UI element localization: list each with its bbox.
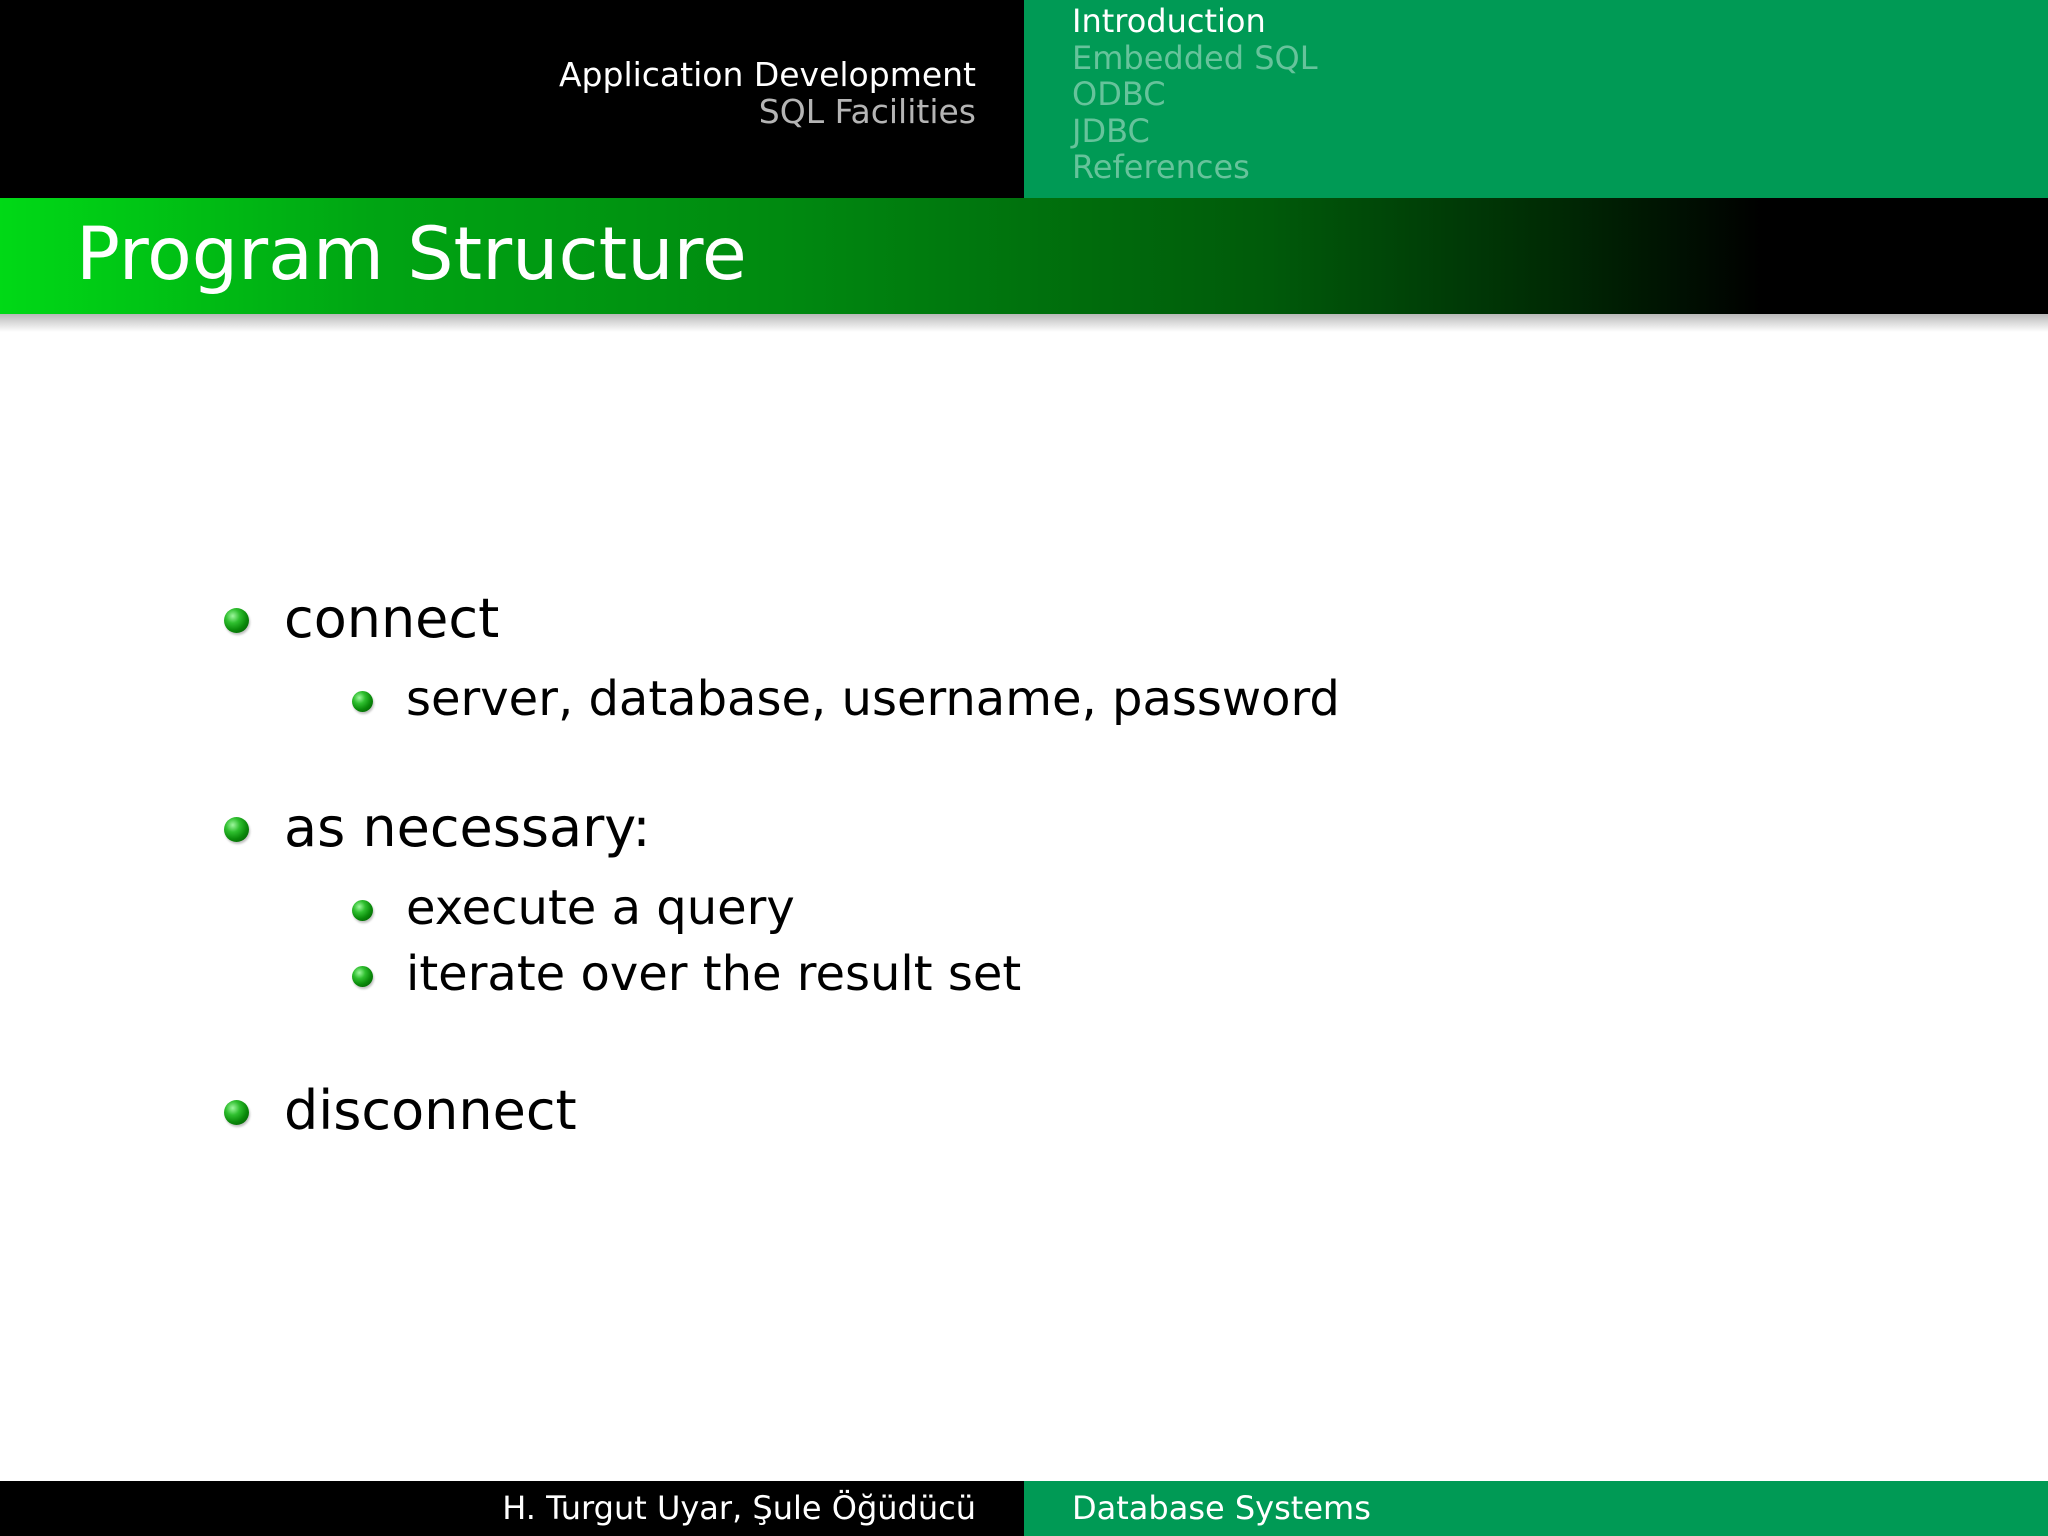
list-item-text: as necessary: — [284, 796, 651, 859]
bullet-icon — [352, 900, 373, 921]
bullet-icon — [224, 1100, 249, 1125]
list-item-text: disconnect — [284, 1079, 577, 1142]
bullet-icon — [224, 608, 249, 633]
nav-item-introduction[interactable]: Introduction — [1072, 2, 1266, 40]
presentation-title: Application Development — [558, 55, 976, 94]
sub-list-item-text: server, database, username, password — [406, 671, 1340, 727]
bullet-icon — [352, 966, 373, 987]
sub-list-item-text: iterate over the result set — [406, 946, 1022, 1002]
footer-authors: H. Turgut Uyar, Şule Öğüdücü — [502, 1489, 976, 1527]
bullet-icon — [224, 817, 249, 842]
bullet-icon — [352, 691, 373, 712]
sub-list-item-text: execute a query — [406, 880, 795, 936]
list-item-text: connect — [284, 587, 500, 650]
footer-course-title: Database Systems — [1072, 1489, 1371, 1527]
nav-item-embedded-sql[interactable]: Embedded SQL — [1072, 38, 1318, 77]
nav-item-jdbc[interactable]: JDBC — [1072, 111, 1150, 150]
frame-title: Program Structure — [76, 212, 747, 297]
presentation-subtitle: SQL Facilities — [758, 92, 976, 131]
nav-item-odbc[interactable]: ODBC — [1072, 75, 1166, 113]
footer-right-panel — [1024, 1481, 2048, 1536]
nav-item-references[interactable]: References — [1072, 148, 1250, 186]
footer-left-panel — [0, 1481, 1024, 1536]
